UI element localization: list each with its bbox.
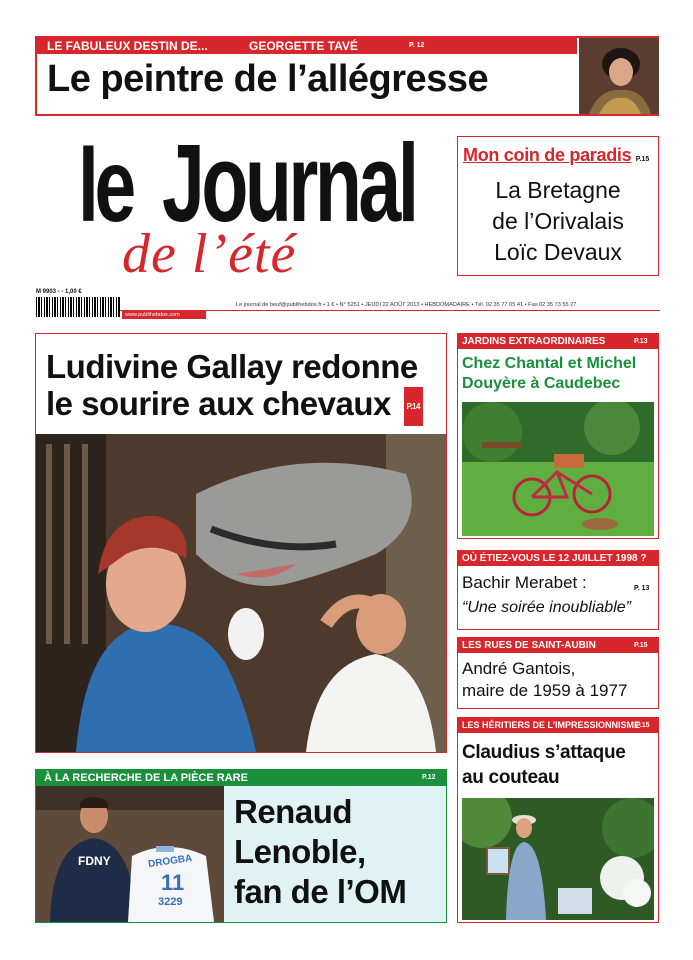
juillet-kicker: OÙ ÉTIEZ-VOUS LE 12 JUILLET 1998 ? <box>462 553 647 564</box>
masthead-logo[interactable] <box>70 122 450 290</box>
piece-rare-kicker: À LA RECHERCHE DE LA PIÈCE RARE <box>44 772 248 784</box>
juillet-page-ref: P. 13 <box>634 585 650 592</box>
renaud-jersey-photo <box>36 786 224 922</box>
piece-rare-page-ref: P.12 <box>422 774 436 781</box>
rues-kicker-bar <box>458 638 658 653</box>
paradis-box[interactable] <box>457 136 659 276</box>
piece-rare-line2: Lenoble, <box>234 833 366 870</box>
heritiers-line2: au couteau <box>462 767 560 788</box>
jardins-kicker: JARDINS EXTRAORDINAIRES <box>462 336 606 347</box>
top-banner-kicker-right: GEORGETTE TAVÉ <box>249 39 358 53</box>
barcode-code: M 9903 - - 1,00 € <box>36 289 82 295</box>
jardins-line1: Chez Chantal et Michel <box>462 355 637 372</box>
horse-dentist-photo <box>36 434 446 752</box>
top-banner[interactable] <box>35 36 659 116</box>
shirt-text: FDNY <box>78 854 111 868</box>
jardins-kicker-bar <box>458 334 658 349</box>
rues-page-ref: P.15 <box>634 642 648 649</box>
piece-rare-line1: Renaud <box>234 793 353 830</box>
juillet-kicker-bar <box>458 551 658 566</box>
jardins-box[interactable] <box>457 333 659 539</box>
jersey-name: DROGBA <box>147 852 194 871</box>
juillet-name: Bachir Merabet : <box>462 573 587 592</box>
rues-box[interactable] <box>457 637 659 709</box>
main-headline-line1: Ludivine Gallay redonne <box>46 348 418 385</box>
rues-line2: maire de 1959 à 1977 <box>462 681 628 700</box>
jersey-sub: 3229 <box>158 896 183 908</box>
georgette-portrait-photo <box>579 38 659 114</box>
paradis-page-ref: P.15 <box>635 156 650 163</box>
juillet-box[interactable] <box>457 550 659 630</box>
paradis-line2: de l’Orivalais <box>492 208 624 234</box>
jardins-line2: Douyère à Caudebec <box>462 375 621 392</box>
top-banner-page-ref: P. 12 <box>409 42 425 49</box>
piece-rare-headline <box>234 792 406 912</box>
paradis-line1: La Bretagne <box>495 177 621 203</box>
top-banner-kicker-bar <box>37 38 577 54</box>
claudius-painter-photo <box>462 798 654 920</box>
top-banner-headline: Le peintre de l’allégresse <box>47 58 489 100</box>
barcode <box>36 297 120 317</box>
paradis-line3: Loïc Devaux <box>494 239 622 265</box>
paradis-kicker: Mon coin de paradis <box>463 145 632 165</box>
masthead-journal: Journal <box>162 122 416 245</box>
jardins-page-ref: P.13 <box>634 338 648 345</box>
masthead-le: le <box>78 128 132 244</box>
rues-kicker: LES RUES DE SAINT-AUBIN <box>462 640 596 651</box>
heritiers-kicker-bar <box>458 718 658 733</box>
jersey-number: 11 <box>161 870 185 895</box>
heritiers-kicker: LES HÉRITIERS DE L’IMPRESSIONNISME <box>462 720 641 730</box>
main-headline-line2: le sourire aux chevaux <box>46 385 391 422</box>
jardins-headline <box>462 354 636 394</box>
main-story-headline <box>46 348 423 426</box>
piece-rare-kicker-bar <box>36 770 446 786</box>
info-line: Le journal de beuf@publihebdos.fr • 1 € • N° 5251 • JEUDI 22 AOÛT 2013 • HEBDOMADAIRE • Tél. 02 35 77 05 41 • Fax 02 35 73 55 27 <box>236 302 577 308</box>
piece-rare-line3: fan de l’OM <box>234 873 407 910</box>
masthead-subtitle: de l’été <box>122 223 297 285</box>
main-story[interactable] <box>35 333 447 753</box>
top-banner-kicker-left: LE FABULEUX DESTIN DE... <box>47 39 208 53</box>
heritiers-page-ref: P.15 <box>636 722 650 729</box>
rues-line1: André Gantois, <box>462 659 576 678</box>
garden-bicycle-photo <box>462 402 654 536</box>
heritiers-line1: Claudius s’attaque <box>462 742 626 763</box>
juillet-quote: “Une soirée inoubliable” <box>462 599 631 616</box>
main-page-ref: P.14 <box>404 387 423 426</box>
publihebdos-url[interactable]: www.publihebdos.com <box>122 311 206 319</box>
piece-rare-box[interactable] <box>35 769 447 923</box>
heritiers-box[interactable] <box>457 717 659 923</box>
